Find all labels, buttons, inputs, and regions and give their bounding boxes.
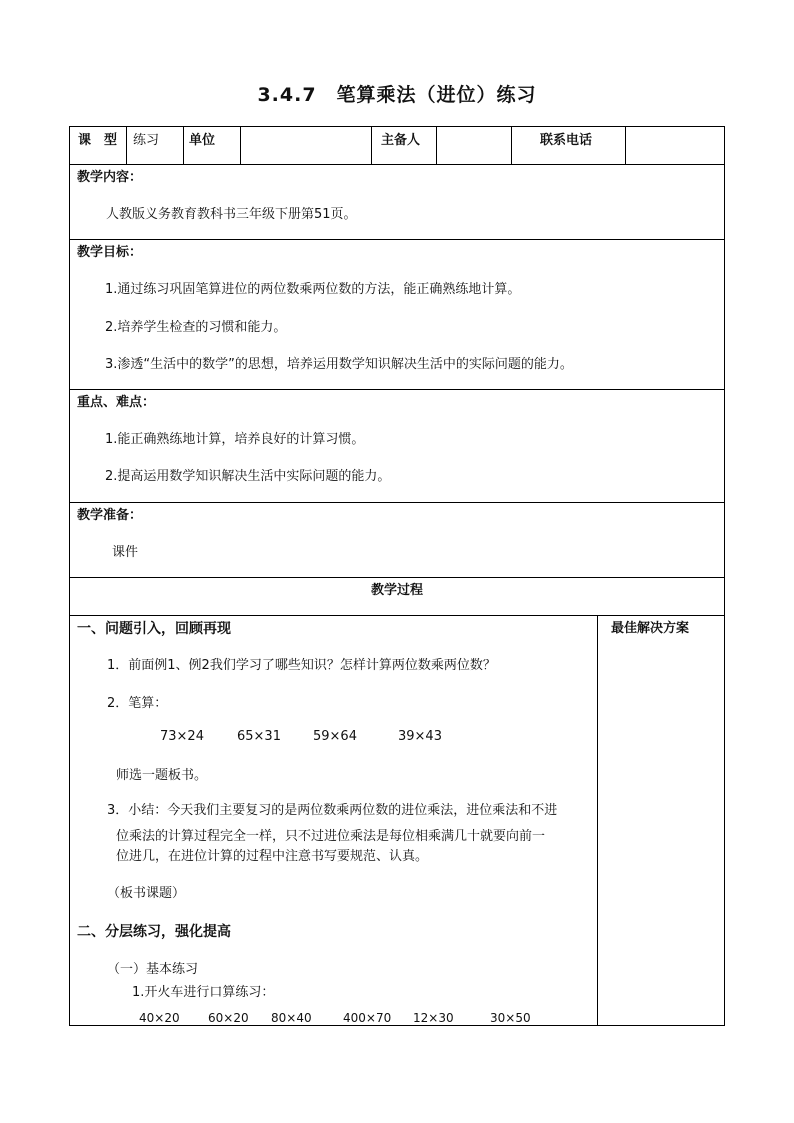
board-topic: （板书课题） [107, 886, 186, 901]
oral-calc: 30×50 [490, 1011, 531, 1025]
preparer-label: 主备人 [381, 133, 421, 148]
row-divider [70, 389, 724, 390]
question-3-line: 位进几，在进位计算的过程中注意书写要规范、认真。 [116, 849, 429, 864]
goal-item: 2.培养学生检查的习惯和能力。 [105, 320, 287, 335]
content-text: 人教版义务教育教科书三年级下册第51页。 [106, 207, 357, 222]
section1-heading: 一、问题引入，回顾再现 [77, 621, 231, 637]
process-heading: 教学过程 [370, 583, 423, 598]
row-divider [70, 502, 724, 503]
oral-calc: 60×20 [208, 1011, 249, 1025]
col-divider [436, 127, 437, 164]
lesson-plan-table [69, 126, 725, 1026]
goals-label: 教学目标： [77, 245, 143, 260]
keypoint-item: 1.能正确熟练地计算，培养良好的计算习惯。 [105, 432, 365, 447]
board-note: 师选一题板书。 [116, 768, 208, 783]
row-divider [70, 239, 724, 240]
goal-item: 3.渗透“生活中的数学”的思想，培养运用数学知识解决生活中的实际问题的能力。 [105, 357, 573, 372]
oral-calc: 12×30 [413, 1011, 454, 1025]
best-solution-label: 最佳解决方案 [611, 621, 690, 636]
keypoints-label: 重点、难点： [77, 395, 156, 410]
course-type-label: 课 型 [78, 133, 118, 148]
content-label: 教学内容： [77, 170, 143, 185]
preparation-label: 教学准备： [77, 508, 143, 523]
goal-item: 1.通过练习巩固笔算进位的两位数乘两位数的方法，能正确熟练地计算。 [105, 282, 521, 297]
row-divider [70, 164, 724, 165]
col-divider [183, 127, 184, 164]
col-divider [625, 127, 626, 164]
section2-heading: 二、分层练习，强化提高 [77, 924, 231, 940]
col-divider [371, 127, 372, 164]
subsection-basic: （一）基本练习 [107, 962, 199, 977]
col-divider [240, 127, 241, 164]
calc-item: 73×24 [160, 729, 204, 744]
oral-calc: 400×70 [343, 1011, 392, 1025]
phone-label: 联系电话 [540, 133, 593, 148]
page-title: 3.4.7 笔算乘法（进位）练习 [257, 84, 537, 106]
question-3-line: 位乘法的计算过程完全一样，只不过进位乘法是每位相乘满几十就要向前一 [116, 829, 546, 844]
col-divider [126, 127, 127, 164]
oral-calc: 40×20 [139, 1011, 180, 1025]
preparation-text: 课件 [112, 545, 139, 560]
course-type-value: 练习 [133, 133, 160, 148]
oral-calc: 80×40 [271, 1011, 312, 1025]
calc-item: 65×31 [237, 729, 281, 744]
practice-item-1: 1.开火车进行口算练习： [132, 985, 275, 1000]
calc-item: 39×43 [398, 729, 442, 744]
question-1: 1．前面例1、例2我们学习了哪些知识？怎样计算两位数乘两位数？ [107, 658, 496, 673]
keypoint-item: 2.提高运用数学知识解决生活中实际问题的能力。 [105, 469, 391, 484]
calc-item: 59×64 [313, 729, 357, 744]
row-divider [70, 577, 724, 578]
question-2: 2．笔算： [107, 696, 168, 711]
col-divider [511, 127, 512, 164]
unit-label: 单位 [189, 133, 216, 148]
col-divider [597, 615, 598, 1025]
question-3-line: 3．小结：今天我们主要复习的是两位数乘两位数的进位乘法，进位乘法和不进 [107, 803, 558, 818]
row-divider [70, 615, 724, 616]
